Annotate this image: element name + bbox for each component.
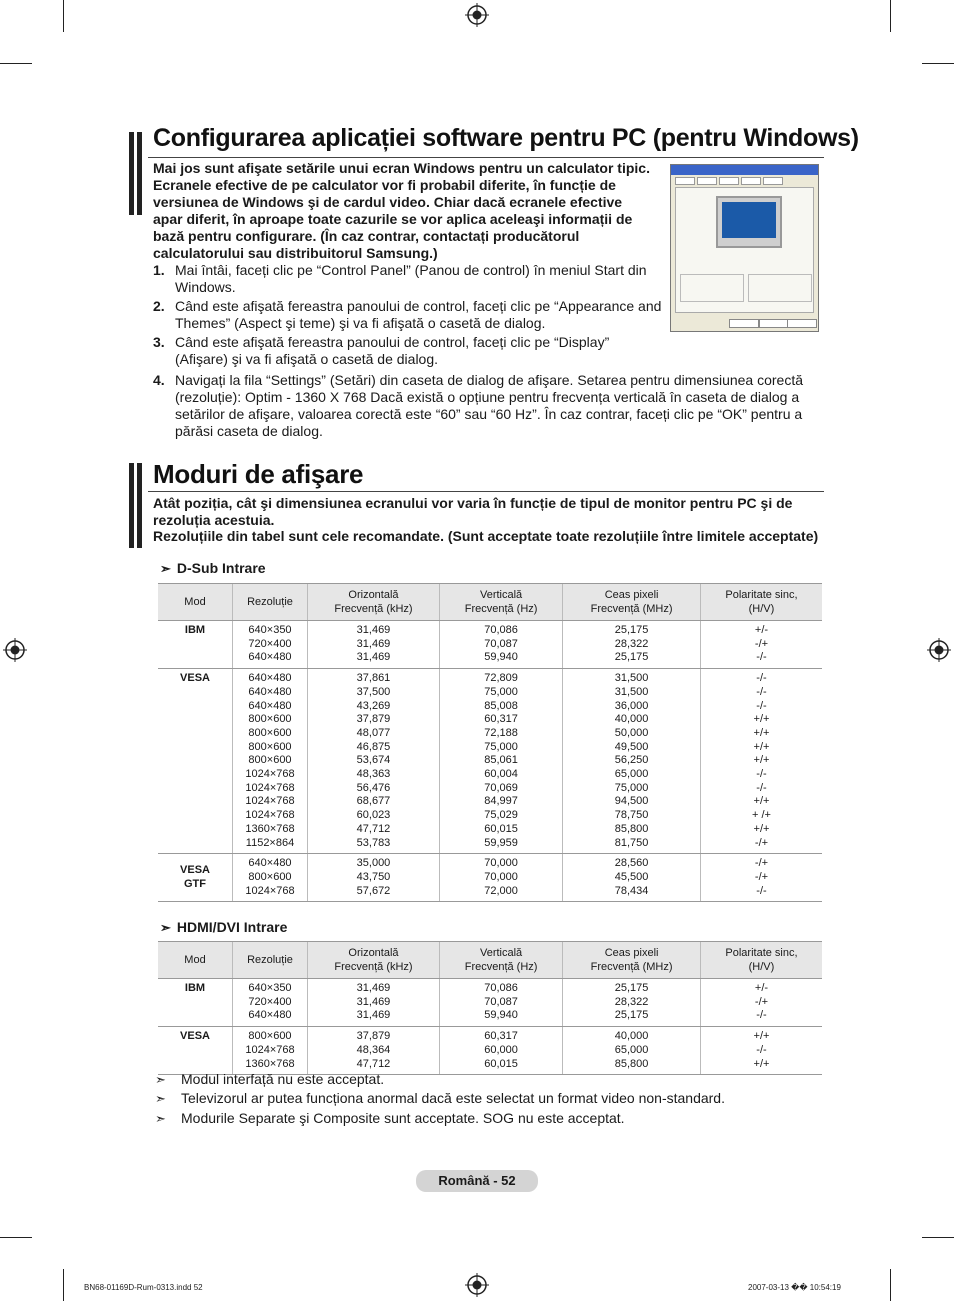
value-line: 800×600 [248,740,292,753]
value-line: -/- [756,1009,767,1022]
value-line: 47,712 [356,822,391,835]
value-line: +/+ [753,754,770,767]
column-header: Mod [158,584,233,621]
value-line: 640×480 [248,672,292,685]
value-line: 60,004 [484,768,518,781]
value-line: 1024×768 [245,795,295,808]
value-line: 57,672 [356,884,391,897]
value-line: 85,008 [484,699,518,712]
list-item: 4. Navigați la fila “Settings” (Setări) din caseta de dialog de afişare. Setarea pentru dimensiunea corectă (rezoluție): Optim - 1360 X 768 Dacă există o opțiune pentru frecvența verticală în caseta de dialog a setărilor de afişare, valoarea corectă este “60” sau “60 Hz”. În caz contrar, faceți clic pe “OK” pentru a părăsi caseta de dialog. [153,372,804,439]
value-line: 56,476 [356,781,391,794]
mode-cell: VESA [158,669,233,854]
value-cell [308,1027,440,1075]
value-line: 37,879 [356,713,391,726]
value-line: 60,023 [356,809,391,822]
value-line: +/+ [753,1030,770,1043]
value-cell [700,854,822,902]
value-line: 72,000 [484,884,518,897]
value-line: 53,674 [356,754,391,767]
value-line: 1360×768 [245,1057,295,1070]
value-line: 37,500 [356,685,391,698]
value-line: 43,750 [356,870,391,883]
value-line: -/+ [754,870,769,883]
value-cell [233,854,308,902]
column-header: Orizontală Frecvență (kHz) [308,942,440,979]
value-line: -/- [756,884,767,897]
column-header: Ceas pixeli Frecvență (MHz) [563,584,701,621]
value-line: 72,809 [484,672,518,685]
value-line: -/- [756,781,767,794]
column-header: Verticală Frecvență (Hz) [439,584,562,621]
note-icon: ➣ [155,1091,166,1106]
mode-cell: IBM [158,979,233,1027]
registration-mark-icon [927,638,951,662]
value-cell [439,854,562,902]
steps-list [153,262,663,370]
mode-cell: VESA GTF [158,854,233,902]
column-header: Ceas pixeli Frecvență (MHz) [563,942,701,979]
column-header: Verticală Frecvență (Hz) [439,942,562,979]
value-line: 640×480 [248,651,292,664]
crop-mark [63,0,64,32]
steps-list [153,372,823,442]
column-header: Rezoluție [233,584,308,621]
value-line: 640×480 [248,699,292,712]
value-cell [700,621,822,669]
value-line: 31,469 [356,651,391,664]
value-line: 1024×768 [245,809,295,822]
value-line: 70,087 [484,637,518,650]
value-line: 70,087 [484,995,518,1008]
value-line: 49,500 [614,740,649,753]
section-marker [129,463,143,548]
value-line: 1152×864 [245,836,295,849]
value-line: 65,000 [614,768,649,781]
file-name: BN68-01169D-Rum-0313.indd 52 [84,1283,203,1292]
value-cell [308,621,440,669]
value-line: 59,940 [484,651,518,664]
value-line: -/+ [754,995,769,1008]
value-line: 37,861 [356,672,391,685]
value-line: 640×350 [248,624,292,636]
value-line: 78,434 [614,884,649,897]
list-item: 1. Mai întâi, faceți clic pe “Control Panel” (Panou de control) în meniul Start din Windows. [153,262,647,295]
value-line: 25,175 [614,982,649,994]
value-line: 70,069 [484,781,518,794]
value-line: -/- [756,685,767,698]
value-line: 48,363 [356,768,391,781]
value-line: 85,061 [484,754,518,767]
value-line: 46,875 [356,740,391,753]
value-line: 1360×768 [245,822,295,835]
value-line: 72,188 [484,726,518,739]
value-line: 48,364 [356,1043,391,1056]
value-line: 45,500 [614,870,649,883]
value-cell [439,669,562,854]
table-row [158,621,822,669]
value-line: -/+ [754,857,769,870]
value-line: 59,940 [484,1009,518,1022]
mode-cell: IBM [158,621,233,669]
value-line: 640×480 [248,685,292,698]
value-line: 640×480 [248,857,292,870]
value-line: 60,015 [484,1057,518,1070]
value-line: 75,000 [614,781,649,794]
value-line: 25,175 [614,651,649,664]
value-cell [563,621,701,669]
value-line: 31,469 [356,637,391,650]
section-title: Configurarea aplicației software pentru PC (pentru Windows) [153,124,859,152]
crop-mark [63,1269,64,1301]
value-line: -/- [756,672,767,685]
value-line: 28,322 [614,637,649,650]
display-properties-screenshot [670,164,819,332]
value-cell [439,621,562,669]
value-line: 59,959 [484,836,518,849]
table-row [158,1027,822,1075]
intro-text: Mai jos sunt afişate setările unui ecran Windows pentru un calculator tipic. Ecranele efective de pe calculator vor fi probabil diferite, în funcție de versiunea de Windows şi de cardul video. Chiar dacă ecranele efective apar diferit, în aproape toate cazurile se vor aplica aceleaşi informații de bază pentru configurare. (În caz contrar, contactați producătorul calculatorului sau distribuitorul Samsung.) [153,160,650,261]
value-line: 31,469 [356,1009,391,1022]
registration-mark-icon [3,638,27,662]
value-line: +/+ [753,1057,770,1070]
value-line: 60,317 [484,713,518,726]
table-row [158,854,822,902]
note-icon: ➣ [155,1072,166,1087]
value-line: 75,000 [484,740,518,753]
value-cell [233,621,308,669]
table-caption: ➣ D-Sub Intrare [160,560,266,576]
value-line: 1024×768 [245,884,295,897]
value-cell [563,854,701,902]
value-line: 800×600 [248,713,292,726]
column-header: Orizontală Frecvență (kHz) [308,584,440,621]
arrow-icon: ➣ [160,920,171,935]
value-line: 31,469 [356,982,391,994]
value-line: 1024×768 [245,781,295,794]
value-line: 720×400 [248,637,292,650]
crop-mark [890,1269,891,1301]
value-line: +/- [754,982,769,994]
value-line: 31,500 [614,685,649,698]
value-cell [233,979,308,1027]
column-header: Mod [158,942,233,979]
value-line: 1024×768 [245,768,295,781]
value-line: +/+ [753,740,770,753]
value-line: 40,000 [614,713,649,726]
value-line: 60,317 [484,1030,518,1043]
value-line: 85,800 [614,822,649,835]
value-line: 85,800 [614,1057,649,1070]
value-line: -/- [756,1043,767,1056]
registration-mark-icon [465,1273,489,1297]
value-line: 43,269 [356,699,391,712]
value-line: -/+ [754,637,769,650]
section-title: Moduri de afişare [153,459,364,489]
arrow-icon: ➣ [160,561,171,576]
value-line: 60,015 [484,822,518,835]
value-line: 800×600 [248,1030,292,1043]
value-line: -/- [756,651,767,664]
value-line: 37,879 [356,1030,391,1043]
crop-mark [0,1237,32,1238]
value-line: 25,175 [614,1009,649,1022]
value-line: +/+ [753,822,770,835]
table-row [158,669,822,854]
value-cell [439,979,562,1027]
crop-mark [0,63,32,64]
value-line: 28,560 [614,857,649,870]
value-line: 720×400 [248,995,292,1008]
value-line: 65,000 [614,1043,649,1056]
value-cell [563,1027,701,1075]
value-line: -/+ [754,836,769,849]
value-line: 640×480 [248,1009,292,1022]
value-line: 40,000 [614,1030,649,1043]
value-line: 78,750 [614,809,649,822]
title-rule [148,157,824,158]
value-line: 47,712 [356,1057,391,1070]
print-date: 2007-03-13 �� 10:54:19 [748,1283,841,1292]
value-line: 28,322 [614,995,649,1008]
value-line: 31,469 [356,995,391,1008]
value-line: +/+ [753,795,770,808]
value-line: +/- [754,624,769,636]
note: ➣ Televizorul ar putea funcționa anormal dacă este selectat un format video non-standard. [155,1090,725,1106]
value-cell [700,979,822,1027]
value-line: 84,997 [484,795,518,808]
value-cell [233,669,308,854]
value-line: 640×350 [248,982,292,994]
column-header: Polaritate sinc, (H/V) [700,942,822,979]
value-cell [233,1027,308,1075]
intro-text: Atât poziția, cât şi dimensiunea ecranului vor varia în funcție de tipul de monitor pentru PC şi de rezoluția acestuia. [153,495,793,528]
value-line: 48,077 [356,726,391,739]
value-line: 60,000 [484,1043,518,1056]
value-line: 75,000 [484,685,518,698]
value-line: -/- [756,699,767,712]
value-line: 75,029 [484,809,518,822]
crop-mark [922,63,954,64]
table-row [158,979,822,1027]
hdmi-mode-table [158,941,822,1075]
column-header: Rezoluție [233,942,308,979]
value-line: +/+ [753,713,770,726]
value-cell [563,669,701,854]
value-line: 94,500 [614,795,649,808]
value-cell [308,979,440,1027]
column-header: Polaritate sinc, (H/V) [700,584,822,621]
value-cell [439,1027,562,1075]
value-line: 70,086 [484,982,518,994]
section-marker [129,132,143,215]
value-line: -/- [756,768,767,781]
value-line: 31,469 [356,624,391,636]
note: ➣ Modul interfață nu este acceptat. [155,1071,385,1087]
value-line: 50,000 [614,726,649,739]
note-icon: ➣ [155,1111,166,1126]
value-cell [700,669,822,854]
value-cell [563,979,701,1027]
value-line: 70,000 [484,870,518,883]
value-line: 81,750 [614,836,649,849]
list-item: 2. Când este afişată fereastra panoului de control, faceți clic pe “Appearance and Themes” (Aspect şi teme) şi va fi afişată o casetă de dialog. [153,298,662,331]
crop-mark [890,0,891,32]
crop-mark [922,1237,954,1238]
value-line: 53,783 [356,836,391,849]
value-line: 70,086 [484,624,518,636]
page-number: Română - 52 [416,1170,538,1192]
value-line: 70,000 [484,857,518,870]
mode-cell: VESA [158,1027,233,1075]
value-line: 1024×768 [245,1043,295,1056]
value-line: 800×600 [248,754,292,767]
note: ➣ Modurile Separate şi Composite sunt acceptate. SOG nu este acceptat. [155,1110,625,1126]
intro-text: Rezoluțiile din tabel sunt cele recomandate. (Sunt acceptate toate rezoluțiile între limitele acceptate) [153,528,819,544]
value-line: + /+ [752,809,771,822]
value-line: 25,175 [614,624,649,636]
value-line: 68,677 [356,795,391,808]
value-cell [308,669,440,854]
value-line: 56,250 [614,754,649,767]
value-cell [308,854,440,902]
registration-mark-icon [465,3,489,27]
value-cell [700,1027,822,1075]
value-line: 800×600 [248,870,292,883]
list-item: 3. Când este afişată fereastra panoului de control, faceți clic pe “Display” (Afişare) şi va fi afişată o casetă de dialog. [153,334,610,367]
value-line: 800×600 [248,726,292,739]
table-caption: ➣ HDMI/DVI Intrare [160,919,288,935]
value-line: +/+ [753,726,770,739]
title-rule [148,491,824,492]
value-line: 35,000 [356,857,391,870]
value-line: 36,000 [614,699,649,712]
value-line: 31,500 [614,672,649,685]
dsub-mode-table [158,583,822,902]
